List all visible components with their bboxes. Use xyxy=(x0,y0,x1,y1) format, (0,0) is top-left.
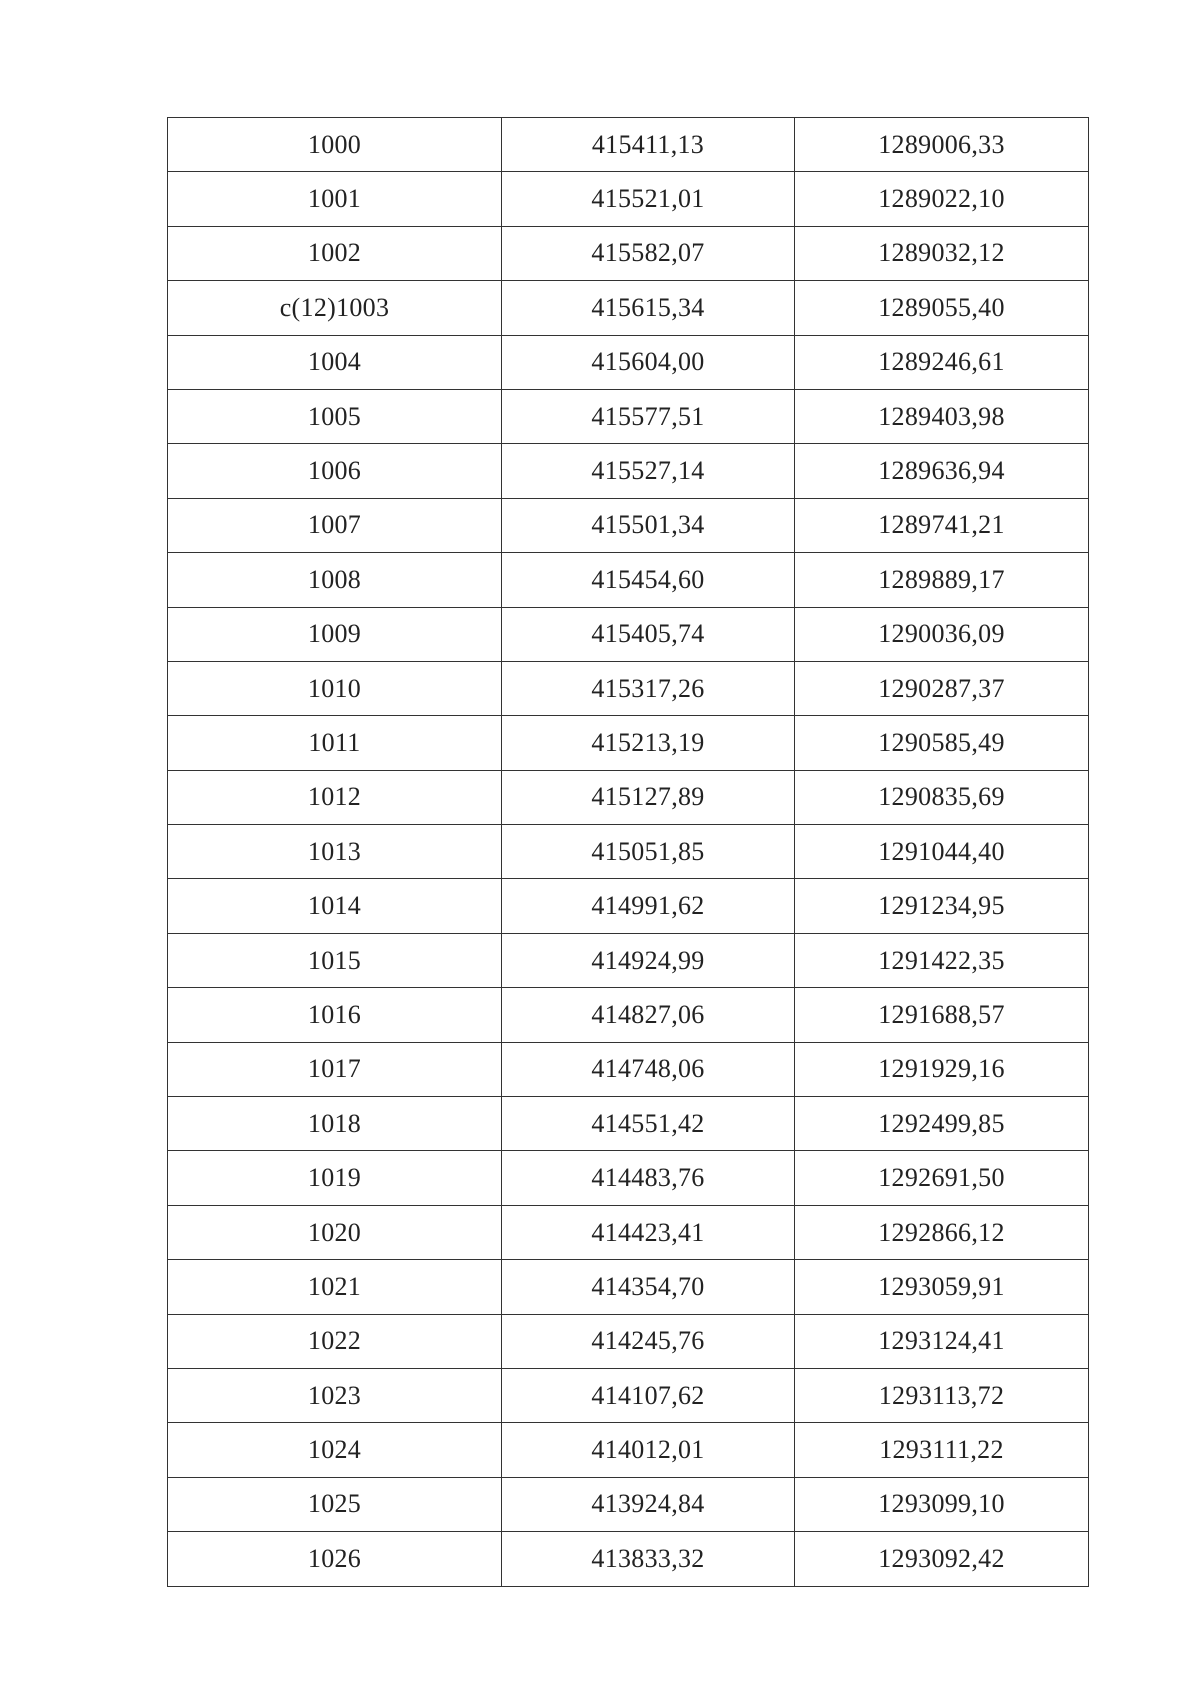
x-coordinate-cell: 414748,06 xyxy=(502,1042,795,1096)
table-row xyxy=(168,1532,1089,1586)
y-coordinate-cell: 1291044,40 xyxy=(795,825,1089,879)
table-row xyxy=(168,553,1089,607)
y-coordinate-cell: 1290287,37 xyxy=(795,661,1089,715)
table-row xyxy=(168,1151,1089,1205)
x-coordinate-cell: 415454,60 xyxy=(502,553,795,607)
table-row xyxy=(168,226,1089,280)
table-body xyxy=(168,118,1089,1587)
y-coordinate-cell: 1293111,22 xyxy=(795,1423,1089,1477)
x-coordinate-cell: 414012,01 xyxy=(502,1423,795,1477)
point-number-cell: 1004 xyxy=(168,335,502,389)
coordinates-table xyxy=(167,117,1089,1587)
x-coordinate-cell: 415051,85 xyxy=(502,825,795,879)
table-row xyxy=(168,1368,1089,1422)
y-coordinate-cell: 1292499,85 xyxy=(795,1097,1089,1151)
y-coordinate-cell: 1289032,12 xyxy=(795,226,1089,280)
x-coordinate-cell: 413924,84 xyxy=(502,1477,795,1531)
point-number-cell: 1009 xyxy=(168,607,502,661)
x-coordinate-cell: 415615,34 xyxy=(502,281,795,335)
x-coordinate-cell: 413833,32 xyxy=(502,1532,795,1586)
point-number-cell: 1021 xyxy=(168,1260,502,1314)
point-number-cell: c(12)1003 xyxy=(168,281,502,335)
point-number-cell: 1013 xyxy=(168,825,502,879)
x-coordinate-cell: 415405,74 xyxy=(502,607,795,661)
x-coordinate-cell: 414423,41 xyxy=(502,1205,795,1259)
x-coordinate-cell: 415411,13 xyxy=(502,118,795,172)
table-row xyxy=(168,498,1089,552)
point-number-cell: 1019 xyxy=(168,1151,502,1205)
table-row xyxy=(168,172,1089,226)
point-number-cell: 1012 xyxy=(168,770,502,824)
x-coordinate-cell: 414107,62 xyxy=(502,1368,795,1422)
x-coordinate-cell: 415127,89 xyxy=(502,770,795,824)
table-row xyxy=(168,281,1089,335)
point-number-cell: 1007 xyxy=(168,498,502,552)
point-number-cell: 1011 xyxy=(168,716,502,770)
point-number-cell: 1017 xyxy=(168,1042,502,1096)
table-row xyxy=(168,1042,1089,1096)
point-number-cell: 1010 xyxy=(168,661,502,715)
x-coordinate-cell: 414551,42 xyxy=(502,1097,795,1151)
x-coordinate-cell: 414245,76 xyxy=(502,1314,795,1368)
point-number-cell: 1014 xyxy=(168,879,502,933)
x-coordinate-cell: 415604,00 xyxy=(502,335,795,389)
y-coordinate-cell: 1293113,72 xyxy=(795,1368,1089,1422)
y-coordinate-cell: 1289246,61 xyxy=(795,335,1089,389)
table-row xyxy=(168,879,1089,933)
y-coordinate-cell: 1289006,33 xyxy=(795,118,1089,172)
y-coordinate-cell: 1293092,42 xyxy=(795,1532,1089,1586)
point-number-cell: 1025 xyxy=(168,1477,502,1531)
table-row xyxy=(168,389,1089,443)
x-coordinate-cell: 414827,06 xyxy=(502,988,795,1042)
point-number-cell: 1005 xyxy=(168,389,502,443)
y-coordinate-cell: 1291422,35 xyxy=(795,933,1089,987)
y-coordinate-cell: 1289889,17 xyxy=(795,553,1089,607)
x-coordinate-cell: 414354,70 xyxy=(502,1260,795,1314)
x-coordinate-cell: 415521,01 xyxy=(502,172,795,226)
table-row xyxy=(168,118,1089,172)
x-coordinate-cell: 415527,14 xyxy=(502,444,795,498)
x-coordinate-cell: 415501,34 xyxy=(502,498,795,552)
table-row xyxy=(168,1314,1089,1368)
point-number-cell: 1000 xyxy=(168,118,502,172)
table-row xyxy=(168,1423,1089,1477)
point-number-cell: 1018 xyxy=(168,1097,502,1151)
table-row xyxy=(168,770,1089,824)
table-row xyxy=(168,1205,1089,1259)
point-number-cell: 1006 xyxy=(168,444,502,498)
point-number-cell: 1024 xyxy=(168,1423,502,1477)
y-coordinate-cell: 1293099,10 xyxy=(795,1477,1089,1531)
point-number-cell: 1015 xyxy=(168,933,502,987)
point-number-cell: 1022 xyxy=(168,1314,502,1368)
point-number-cell: 1016 xyxy=(168,988,502,1042)
y-coordinate-cell: 1289636,94 xyxy=(795,444,1089,498)
point-number-cell: 1008 xyxy=(168,553,502,607)
y-coordinate-cell: 1291929,16 xyxy=(795,1042,1089,1096)
y-coordinate-cell: 1293124,41 xyxy=(795,1314,1089,1368)
x-coordinate-cell: 415213,19 xyxy=(502,716,795,770)
y-coordinate-cell: 1289741,21 xyxy=(795,498,1089,552)
x-coordinate-cell: 414991,62 xyxy=(502,879,795,933)
y-coordinate-cell: 1289022,10 xyxy=(795,172,1089,226)
table-row xyxy=(168,661,1089,715)
y-coordinate-cell: 1290585,49 xyxy=(795,716,1089,770)
y-coordinate-cell: 1289055,40 xyxy=(795,281,1089,335)
table-row xyxy=(168,1477,1089,1531)
table-row xyxy=(168,933,1089,987)
y-coordinate-cell: 1293059,91 xyxy=(795,1260,1089,1314)
y-coordinate-cell: 1292691,50 xyxy=(795,1151,1089,1205)
x-coordinate-cell: 415317,26 xyxy=(502,661,795,715)
x-coordinate-cell: 414924,99 xyxy=(502,933,795,987)
table-row xyxy=(168,335,1089,389)
table-row xyxy=(168,716,1089,770)
point-number-cell: 1001 xyxy=(168,172,502,226)
table-row xyxy=(168,607,1089,661)
y-coordinate-cell: 1290835,69 xyxy=(795,770,1089,824)
y-coordinate-cell: 1289403,98 xyxy=(795,389,1089,443)
table-row xyxy=(168,825,1089,879)
table-row xyxy=(168,988,1089,1042)
x-coordinate-cell: 415577,51 xyxy=(502,389,795,443)
y-coordinate-cell: 1291234,95 xyxy=(795,879,1089,933)
point-number-cell: 1020 xyxy=(168,1205,502,1259)
x-coordinate-cell: 415582,07 xyxy=(502,226,795,280)
y-coordinate-cell: 1291688,57 xyxy=(795,988,1089,1042)
y-coordinate-cell: 1292866,12 xyxy=(795,1205,1089,1259)
x-coordinate-cell: 414483,76 xyxy=(502,1151,795,1205)
table-row xyxy=(168,1260,1089,1314)
y-coordinate-cell: 1290036,09 xyxy=(795,607,1089,661)
point-number-cell: 1023 xyxy=(168,1368,502,1422)
point-number-cell: 1026 xyxy=(168,1532,502,1586)
table-row xyxy=(168,1097,1089,1151)
table-row xyxy=(168,444,1089,498)
point-number-cell: 1002 xyxy=(168,226,502,280)
